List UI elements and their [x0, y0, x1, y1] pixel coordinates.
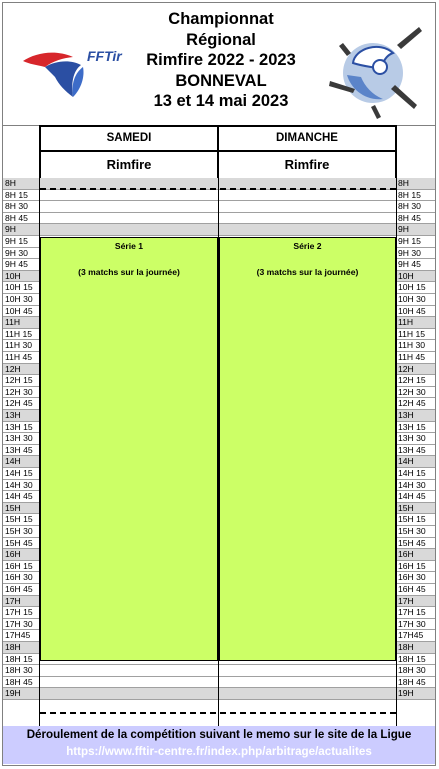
time-label-left: 18H	[5, 642, 21, 652]
title-line-2: Régional	[186, 30, 256, 49]
event-block-sunday	[219, 237, 396, 661]
event-block-saturday	[40, 237, 218, 661]
time-label-right: 9H 15	[398, 236, 421, 246]
title-line-5: 13 et 14 mai 2023	[153, 92, 289, 110]
dashed-separator-top	[40, 188, 396, 190]
time-label-right: 10H	[398, 270, 414, 281]
time-label-right: 12H 15	[398, 375, 426, 386]
time-label-left: 13H 15	[5, 421, 33, 432]
time-label-right: 9H 45	[398, 259, 421, 270]
time-row	[3, 224, 435, 236]
time-label-left: 13H 30	[5, 433, 33, 444]
time-label-right: 19H	[398, 688, 414, 699]
time-label-right: 16H 45	[398, 584, 426, 594]
day-name-sunday: DIMANCHE	[217, 125, 397, 152]
time-label-left: 14H	[5, 456, 21, 467]
time-label-right: 8H 45	[398, 212, 421, 223]
time-label-left: 8H 45	[5, 212, 28, 223]
time-label-right: 13H 30	[398, 433, 426, 444]
time-label-left: 19H	[5, 688, 21, 699]
time-row	[3, 677, 435, 689]
time-label-right: 9H 30	[398, 247, 421, 258]
time-label-left: 14H 45	[5, 491, 33, 502]
title-line-3: Rimfire 2022 - 2023	[146, 51, 296, 69]
day-name-saturday: SAMEDI	[39, 125, 219, 152]
time-label-left: 16H	[5, 549, 21, 560]
time-label-right: 10H 45	[398, 305, 426, 316]
time-label-right: 16H 30	[398, 572, 426, 583]
time-label-right: 16H 15	[398, 560, 426, 571]
time-label-left: 18H 45	[5, 676, 33, 687]
time-label-right: 11H 15	[398, 328, 426, 339]
page-title	[113, 9, 329, 112]
serie-note-saturday: (3 matchs sur la journée)	[78, 267, 180, 277]
time-row	[3, 688, 435, 700]
time-row	[3, 190, 435, 202]
footer-memo-text: Déroulement de la compétition suivant le memo sur le site de la Ligue	[26, 728, 412, 741]
discipline-saturday: Rimfire	[39, 150, 219, 180]
time-label-left: 14H 15	[5, 468, 33, 478]
time-label-right: 17H 30	[398, 618, 426, 629]
fftir-logo	[15, 31, 125, 111]
time-label-left: 10H 30	[5, 294, 33, 304]
time-label-left: 16H 30	[5, 572, 33, 583]
time-label-right: 12H 30	[398, 386, 426, 397]
column-divider-right	[396, 178, 397, 726]
time-label-right: 11H 45	[398, 352, 426, 362]
time-label-right: 9H	[398, 224, 409, 235]
time-label-right: 18H	[398, 642, 414, 652]
time-label-left: 8H 30	[5, 201, 28, 212]
time-label-right: 17H45	[398, 630, 424, 641]
dashed-separator-bottom	[40, 712, 396, 714]
time-label-right: 8H	[398, 178, 409, 188]
rimfire-logo	[325, 23, 425, 119]
time-label-left: 12H	[5, 363, 21, 374]
fftir-logo-text: FFTir	[87, 48, 122, 64]
time-label-left: 13H	[5, 410, 21, 420]
time-label-right: 16H	[398, 549, 414, 560]
time-label-left: 17H 30	[5, 618, 33, 629]
time-label-right: 8H 15	[398, 189, 421, 200]
time-label-right: 15H	[398, 502, 414, 513]
time-label-right: 12H	[398, 363, 414, 374]
time-label-right: 18H 30	[398, 665, 426, 676]
time-label-left: 13H 45	[5, 444, 33, 455]
footer	[3, 726, 435, 764]
time-label-left: 10H 15	[5, 282, 33, 293]
time-label-left: 12H 15	[5, 375, 33, 386]
time-label-right: 18H 45	[398, 676, 426, 687]
time-label-right: 10H 15	[398, 282, 426, 293]
time-label-left: 14H 30	[5, 479, 33, 490]
time-label-right: 17H	[398, 595, 414, 606]
time-row	[3, 213, 435, 225]
time-label-right: 13H 15	[398, 421, 426, 432]
time-label-left: 8H 15	[5, 189, 28, 200]
time-label-left: 15H 30	[5, 526, 33, 536]
time-label-left: 16H 15	[5, 560, 33, 571]
time-label-left: 9H 45	[5, 259, 28, 270]
time-label-left: 8H	[5, 178, 16, 188]
time-label-left: 9H 15	[5, 236, 28, 246]
discipline-sunday: Rimfire	[217, 150, 397, 180]
time-label-left: 12H 30	[5, 386, 33, 397]
time-label-right: 8H 30	[398, 201, 421, 212]
time-label-left: 18H 30	[5, 665, 33, 676]
time-label-left: 15H 45	[5, 537, 33, 548]
time-label-right: 11H	[398, 317, 414, 328]
time-label-left: 9H	[5, 224, 16, 235]
title-line-1: Championnat	[168, 10, 274, 28]
time-label-right: 13H	[398, 410, 414, 420]
time-row	[3, 201, 435, 213]
time-label-right: 11H 30	[398, 340, 426, 351]
time-label-right: 13H 45	[398, 444, 426, 455]
time-label-left: 11H 45	[5, 352, 33, 362]
time-label-right: 14H 45	[398, 491, 426, 502]
time-label-right: 15H 30	[398, 526, 426, 536]
serie-note-sunday: (3 matchs sur la journée)	[256, 267, 359, 277]
time-label-left: 11H 15	[5, 328, 33, 339]
time-label-right: 14H	[398, 456, 414, 467]
time-label-right: 15H 45	[398, 537, 426, 548]
serie-label-saturday: Série 1	[114, 241, 144, 251]
time-label-right: 15H 15	[398, 514, 426, 525]
time-label-left: 18H 15	[5, 653, 33, 664]
time-label-left: 11H 30	[5, 340, 33, 351]
time-label-right: 10H 30	[398, 294, 426, 304]
time-label-right: 18H 15	[398, 653, 426, 664]
time-label-right: 14H 15	[398, 468, 426, 478]
time-label-right: 14H 30	[398, 479, 426, 490]
time-row	[3, 665, 435, 677]
time-label-left: 16H 45	[5, 584, 33, 594]
time-label-left: 11H	[5, 317, 21, 328]
title-line-4: BONNEVAL	[175, 71, 267, 90]
time-label-right: 12H 45	[398, 398, 426, 409]
time-label-left: 17H	[5, 595, 21, 606]
footer-link[interactable]: https://www.fftir-centre.fr/index.php/arbitrage/actualites	[66, 745, 372, 758]
time-label-left: 10H	[5, 270, 21, 281]
time-label-left: 15H 15	[5, 514, 33, 525]
time-label-left: 9H 30	[5, 247, 28, 258]
time-label-right: 17H 15	[398, 607, 426, 618]
serie-label-sunday: Série 2	[293, 241, 322, 251]
time-label-left: 17H45	[5, 630, 31, 641]
time-label-left: 17H 15	[5, 607, 33, 618]
time-label-left: 10H 45	[5, 305, 33, 316]
time-label-left: 15H	[5, 502, 21, 513]
time-label-left: 12H 45	[5, 398, 33, 409]
header	[3, 3, 435, 125]
